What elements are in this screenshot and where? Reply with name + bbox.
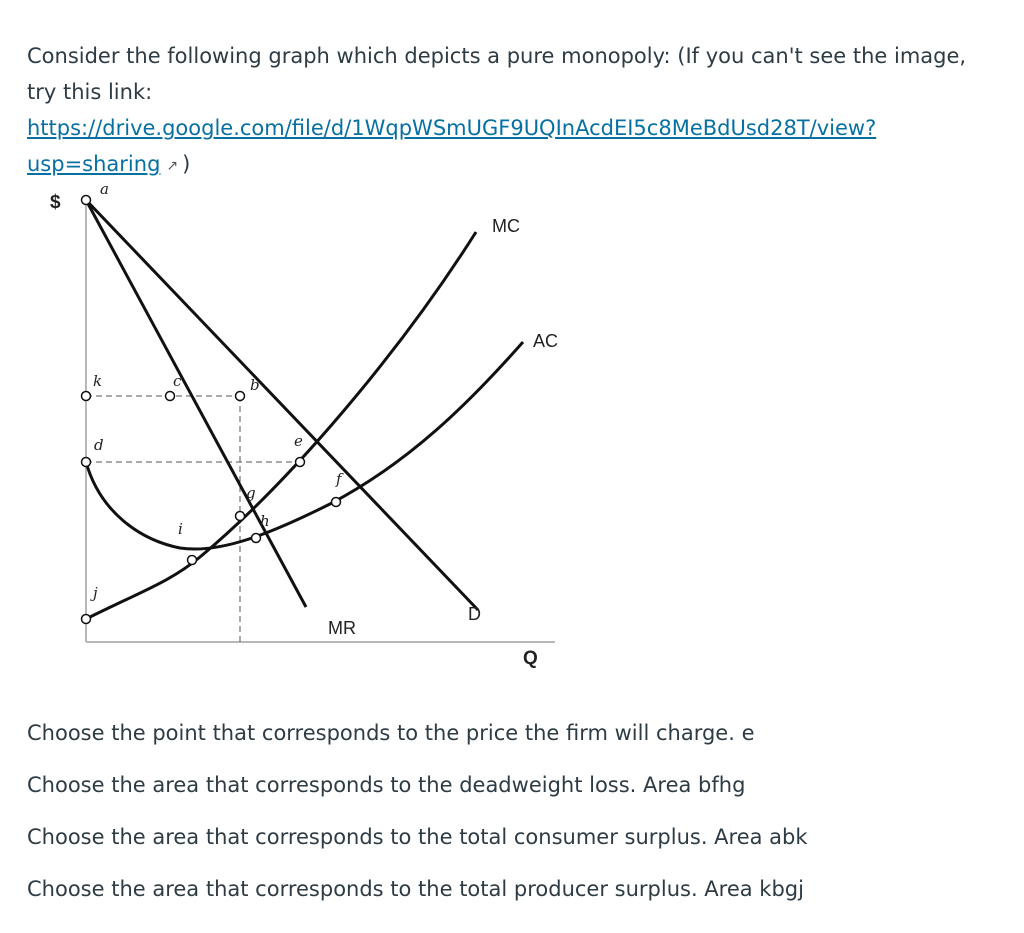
point-f-marker <box>332 498 341 507</box>
external-link-icon[interactable]: ↗ <box>166 158 179 174</box>
point-label-f: f <box>336 470 342 488</box>
question-closing: ) <box>182 152 191 176</box>
point-label-j: j <box>93 584 98 602</box>
mr-label: MR <box>328 618 356 638</box>
point-label-k: k <box>93 372 103 390</box>
point-label-b: b <box>250 376 260 394</box>
image-link[interactable]: https://drive.google.com/file/d/1WqpWSmUGF9UQInAcdEI5c8MeBdUsd28T/view?usp=sharing <box>27 116 877 176</box>
point-label-i: i <box>178 520 183 538</box>
point-g-marker <box>236 512 245 521</box>
point-label-a: a <box>100 180 109 198</box>
point-d-marker <box>82 458 91 467</box>
demand-label: D <box>468 604 481 624</box>
answer-consumer-surplus: Choose the area that corresponds to the total consumer surplus. Area abk <box>27 825 808 849</box>
x-axis-label: Q <box>523 648 538 669</box>
answer-list <box>27 707 997 915</box>
point-label-h: h <box>260 512 270 530</box>
marginal-revenue-curve <box>86 200 306 607</box>
point-h-marker <box>252 534 261 543</box>
point-e-marker <box>296 458 305 467</box>
answer-price-point: Choose the point that corresponds to the price the firm will charge. e <box>27 721 755 745</box>
point-label-c: c <box>173 372 182 390</box>
answer-deadweight-loss: Choose the area that corresponds to the deadweight loss. Area bfhg <box>27 773 746 797</box>
mc-label: MC <box>492 216 520 236</box>
average-cost-curve <box>86 342 523 549</box>
point-k-marker <box>82 392 91 401</box>
demand-curve <box>86 200 478 610</box>
answer-producer-surplus: Choose the area that corresponds to the total producer surplus. Area kbgj <box>27 877 804 901</box>
point-label-e: e <box>294 432 303 450</box>
question-text <box>27 38 997 184</box>
ac-label: AC <box>533 331 559 351</box>
monopoly-diagram-svg <box>30 172 590 672</box>
question-intro: Consider the following graph which depicts a pure monopoly: (If you can't see the image, try this link: <box>27 44 967 104</box>
point-i-marker <box>188 556 197 565</box>
point-j-marker <box>82 615 91 624</box>
y-axis-label: $ <box>50 192 61 213</box>
point-c-marker <box>166 392 175 401</box>
point-b-marker <box>236 392 245 401</box>
monopoly-graph <box>30 172 590 676</box>
point-label-d: d <box>94 436 104 454</box>
point-a-marker <box>82 196 91 205</box>
point-label-g: g <box>246 484 256 502</box>
